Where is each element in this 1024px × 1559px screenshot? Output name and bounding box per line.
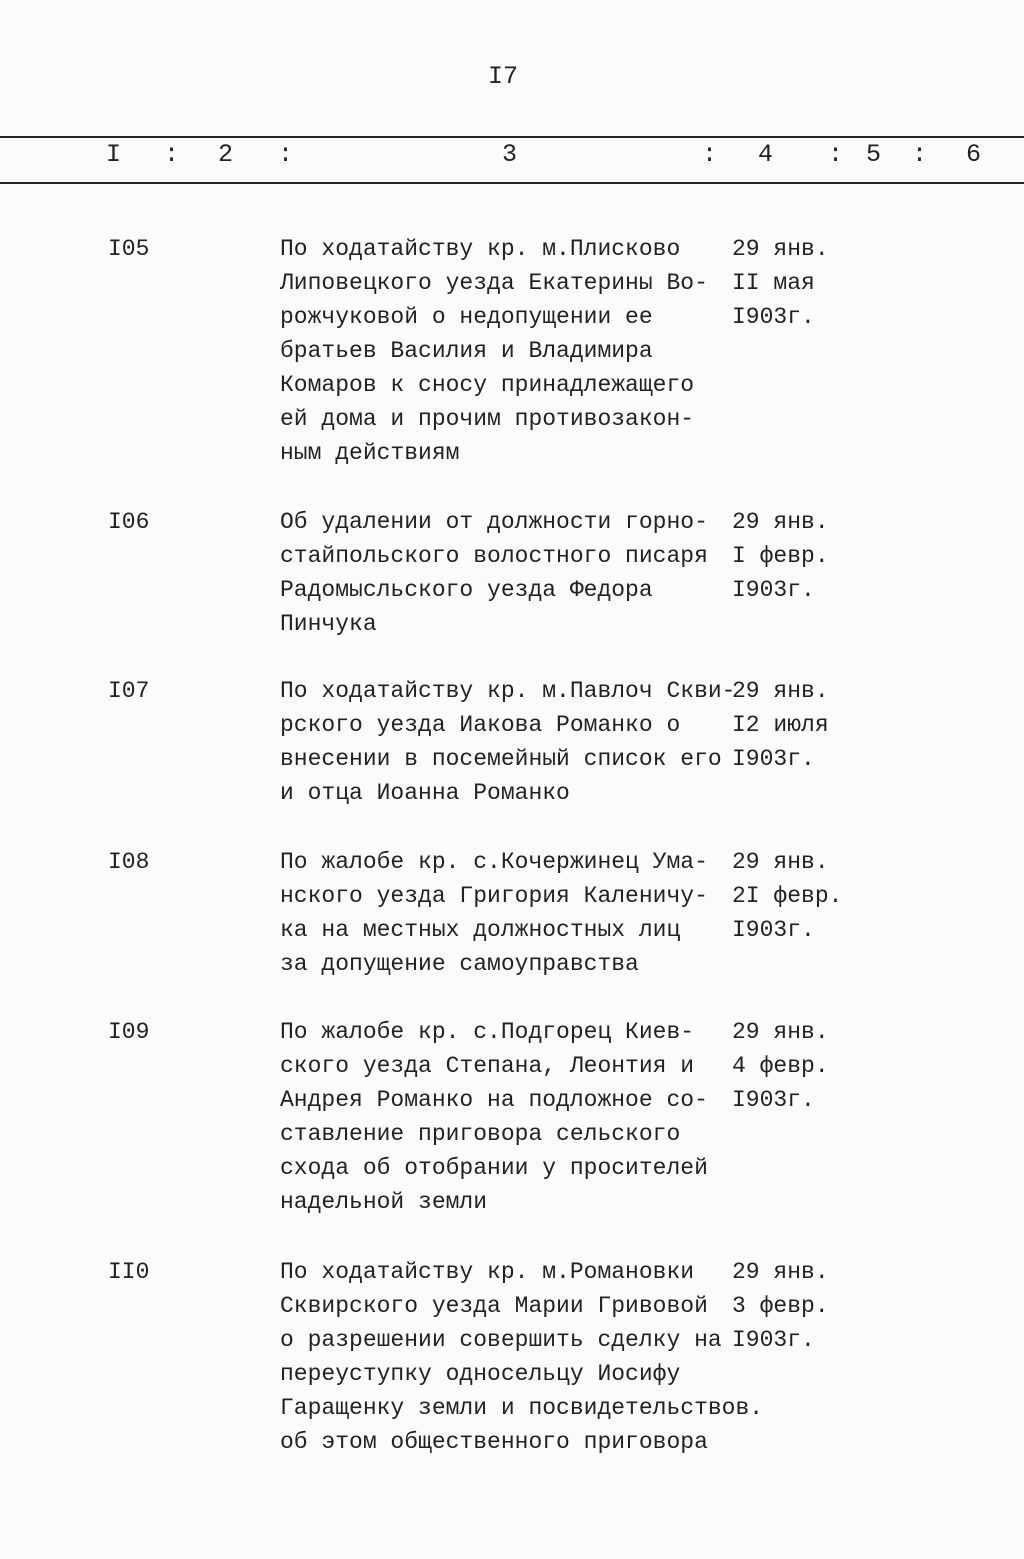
description-line: Об удалении от должности горно-	[280, 509, 708, 535]
date-line: I903г.	[732, 304, 815, 330]
entry-dates	[732, 674, 829, 776]
description-line: схода об отобрании у просителей	[280, 1155, 708, 1181]
description-line: ставление приговора сельского	[280, 1121, 681, 1147]
description-line: Радомысльского уезда Федора	[280, 577, 653, 603]
entry-number: I09	[108, 1019, 150, 1045]
entry-dates	[732, 845, 842, 947]
col-sep: :	[278, 140, 294, 169]
col-header-3: 3	[502, 140, 518, 169]
col-header-4: 4	[758, 140, 774, 169]
entry-description	[280, 232, 708, 470]
description-line: Гаращенку земли и посвидетельствов.	[280, 1395, 764, 1421]
entry-number: II0	[108, 1259, 150, 1285]
date-line: I903г.	[732, 577, 815, 603]
description-line: Андрея Романко на подложное со-	[280, 1087, 708, 1113]
col-sep: :	[912, 140, 928, 169]
date-line: 4 февр.	[732, 1053, 829, 1079]
entry-dates	[732, 505, 829, 607]
date-line: 2I февр.	[732, 883, 843, 909]
description-line: нского уезда Григория Каленичу-	[280, 883, 708, 909]
date-line: I903г.	[732, 1327, 815, 1353]
date-line: 29 янв.	[732, 849, 829, 875]
date-line: II мая	[732, 270, 815, 296]
description-line: и отца Иоанна Романко	[280, 780, 570, 806]
date-line: 3 февр.	[732, 1293, 829, 1319]
date-line: 29 янв.	[732, 1019, 829, 1045]
description-line: Пинчука	[280, 611, 377, 637]
description-line: ского уезда Степана, Леонтия и	[280, 1053, 695, 1079]
header-top-rule	[0, 136, 1024, 138]
date-line: I903г.	[732, 917, 815, 943]
entry-number: I08	[108, 849, 150, 875]
description-line: По ходатайству кр. м.Павлоч Скви-	[280, 678, 736, 704]
description-line: переуступку односельцу Иосифу	[280, 1361, 681, 1387]
description-line: По жалобе кр. с.Кочержинец Ума-	[280, 849, 708, 875]
description-line: Сквирского уезда Марии Гривовой	[280, 1293, 708, 1319]
col-header-6: 6	[966, 140, 982, 169]
entry-dates	[732, 1015, 829, 1117]
description-line: По жалобе кр. с.Подгорец Киев-	[280, 1019, 695, 1045]
description-line: о разрешении совершить сделку на	[280, 1327, 722, 1353]
col-sep: :	[828, 140, 844, 169]
col-sep: :	[164, 140, 180, 169]
date-line: 29 янв.	[732, 236, 829, 262]
col-header-5: 5	[866, 140, 882, 169]
description-line: ка на местных должностных лиц	[280, 917, 681, 943]
date-line: I февр.	[732, 543, 829, 569]
date-line: 29 янв.	[732, 678, 829, 704]
entry-description	[280, 505, 708, 641]
entry-number: I07	[108, 678, 150, 704]
description-line: стайпольского волостного писаря	[280, 543, 708, 569]
col-header-2: 2	[218, 140, 234, 169]
description-line: надельной земли	[280, 1189, 488, 1215]
date-line: I903г.	[732, 746, 815, 772]
description-line: ей дома и прочим противозакон-	[280, 406, 695, 432]
header-bottom-rule	[0, 182, 1024, 184]
description-line: По ходатайству кр. м.Плисково	[280, 236, 681, 262]
entry-description	[280, 1015, 708, 1219]
description-line: братьев Василия и Владимира	[280, 338, 653, 364]
entry-number: I06	[108, 509, 150, 535]
description-line: Комаров к сносу принадлежащего	[280, 372, 695, 398]
description-line: ным действиям	[280, 440, 460, 466]
col-sep: :	[702, 140, 718, 169]
description-line: рожчуковой о недопущении ее	[280, 304, 653, 330]
entry-description	[280, 674, 735, 810]
date-line: 29 янв.	[732, 1259, 829, 1285]
entry-description	[280, 845, 708, 981]
entry-dates	[732, 1255, 829, 1357]
entry-dates	[732, 232, 829, 334]
description-line: рского уезда Иакова Романко о	[280, 712, 681, 738]
entry-description	[280, 1255, 763, 1459]
date-line: I903г.	[732, 1087, 815, 1113]
page-number: I7	[488, 62, 519, 91]
description-line: внесении в посемейный список его	[280, 746, 722, 772]
date-line: I2 июля	[732, 712, 829, 738]
description-line: По ходатайству кр. м.Романовки	[280, 1259, 695, 1285]
date-line: 29 янв.	[732, 509, 829, 535]
description-line: Липовецкого уезда Екатерины Во-	[280, 270, 708, 296]
description-line: за допущение самоуправства	[280, 951, 639, 977]
entry-number: I05	[108, 236, 150, 262]
col-header-1: I	[106, 140, 122, 169]
description-line: об этом общественного приговора	[280, 1429, 708, 1455]
